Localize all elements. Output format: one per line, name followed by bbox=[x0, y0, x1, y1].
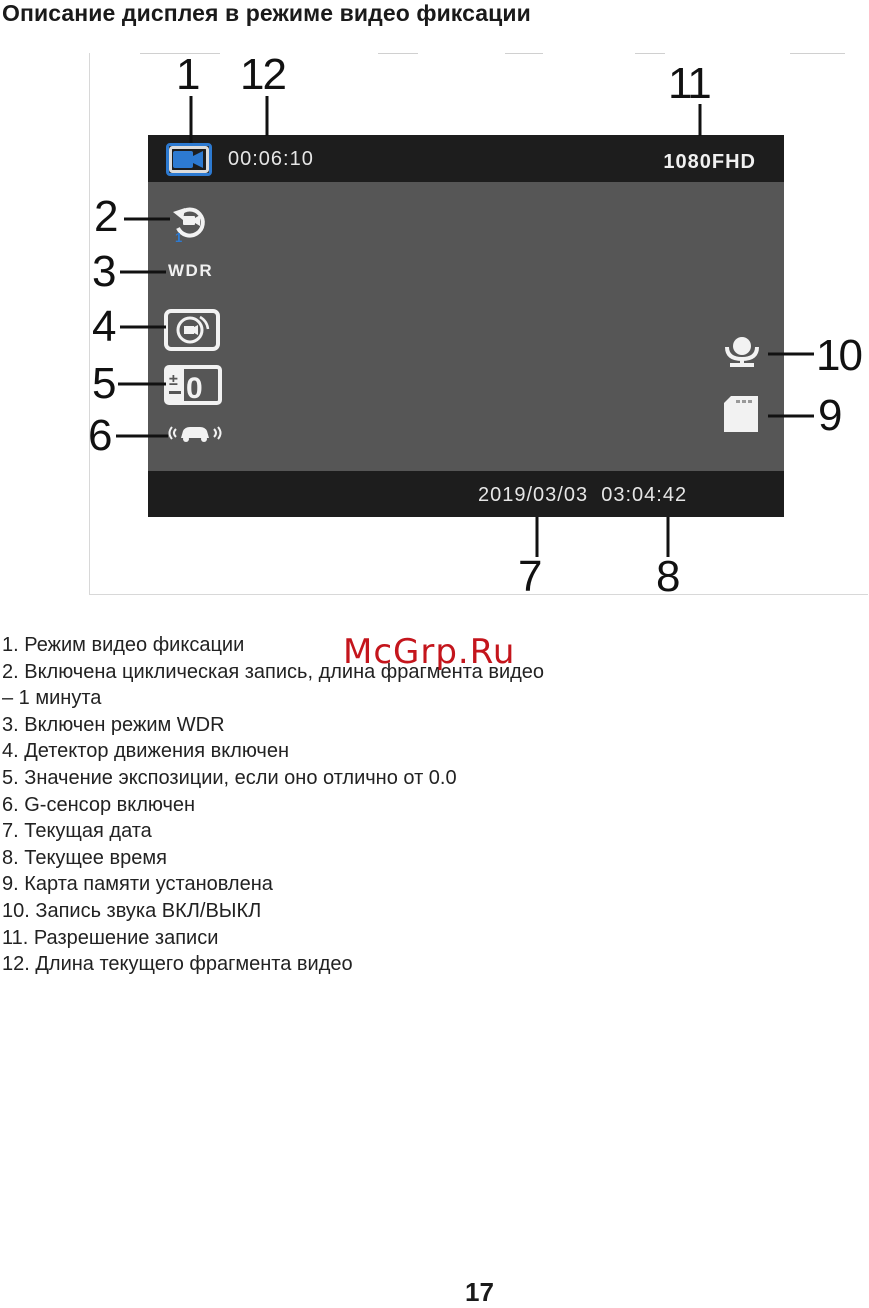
microphone-icon bbox=[722, 335, 764, 369]
callout-number: 7 bbox=[518, 552, 541, 601]
loop-record-icon bbox=[170, 200, 214, 244]
motion-detect-icon bbox=[164, 309, 220, 351]
svg-text:0: 0 bbox=[186, 372, 203, 405]
legend-item: 8. Текущее время bbox=[2, 846, 167, 869]
frame-tick bbox=[505, 53, 543, 54]
camera-screen bbox=[148, 135, 784, 517]
watermark: McGrp.Ru bbox=[343, 632, 516, 672]
legend-item: 5. Значение экспозиции, если оно отлично от 0.0 bbox=[2, 766, 457, 789]
wdr-label: WDR bbox=[168, 261, 214, 280]
legend-item: 12. Длина текущего фрагмента видео bbox=[2, 953, 353, 976]
svg-text:1: 1 bbox=[175, 230, 183, 244]
bottom-status-bar bbox=[148, 471, 784, 517]
legend-item: 7. Текущая дата bbox=[2, 820, 152, 843]
svg-text:±: ± bbox=[169, 372, 178, 389]
legend-item: – 1 минута bbox=[2, 687, 102, 710]
callout-number: 1 bbox=[176, 50, 199, 99]
sd-card-icon bbox=[722, 394, 762, 434]
legend-item: 4. Детектор движения включен bbox=[2, 740, 290, 763]
callout-number: 3 bbox=[92, 247, 115, 296]
callout-number: 10 bbox=[816, 331, 861, 380]
callout-number: 4 bbox=[92, 302, 115, 351]
legend-list bbox=[2, 632, 544, 978]
legend-item: 2. Включена циклическая запись, длина фрагмента видео bbox=[2, 660, 545, 683]
callout-number: 6 bbox=[88, 411, 111, 460]
legend-item: 6. G-сенсор включен bbox=[2, 793, 196, 816]
legend-item: 11. Разрешение записи bbox=[2, 926, 219, 949]
date-time-display bbox=[478, 484, 687, 507]
g-sensor-icon bbox=[166, 422, 224, 444]
exposure-icon bbox=[164, 365, 222, 405]
callout-number: 11 bbox=[668, 59, 710, 108]
top-status-bar bbox=[148, 135, 784, 182]
callout-number: 8 bbox=[656, 552, 679, 601]
video-camera-icon bbox=[166, 143, 212, 176]
callout-number: 2 bbox=[94, 192, 117, 241]
frame-tick bbox=[378, 53, 418, 54]
callout-number: 9 bbox=[818, 391, 841, 440]
page-title: Описание дисплея в режиме видео фиксации bbox=[2, 0, 531, 26]
current-time: 03:04:42 bbox=[601, 484, 688, 506]
current-date: 2019/03/03 bbox=[478, 484, 589, 506]
callout-number: 12 bbox=[240, 50, 285, 99]
frame-tick bbox=[635, 53, 665, 54]
recording-timer: 00:06:10 bbox=[228, 148, 314, 170]
resolution-label: 1080FHD bbox=[663, 151, 756, 173]
legend-item: 10. Запись звука ВКЛ/ВЫКЛ bbox=[2, 899, 262, 922]
frame-tick bbox=[790, 53, 845, 54]
legend-item: 1. Режим видео фиксации bbox=[2, 634, 245, 656]
legend-item: 3. Включен режим WDR bbox=[2, 713, 225, 736]
legend-item: 9. Карта памяти установлена bbox=[2, 873, 273, 896]
callout-number: 5 bbox=[92, 359, 115, 408]
page-number: 17 bbox=[465, 1277, 494, 1307]
